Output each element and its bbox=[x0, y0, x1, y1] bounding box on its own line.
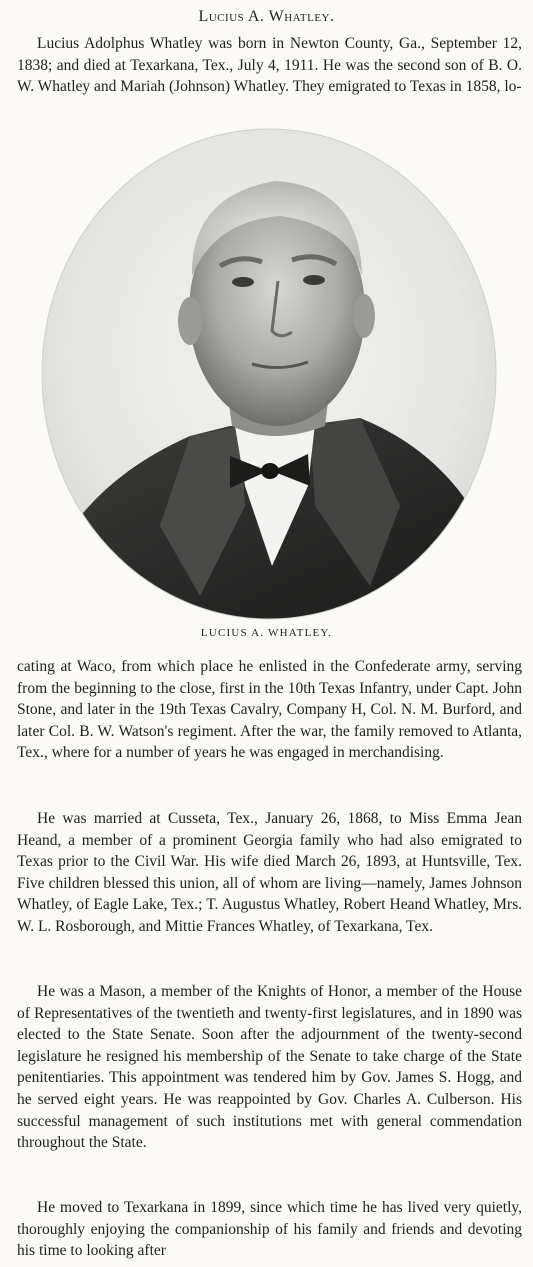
paragraph-3: He was married at Cusseta, Tex., January 26, 1868, to Miss Emma Jean Heand, a member of a prominent Georgia family who had also emigrated to Texas prior to the Civil War. His wife died March 26, 1893, at Huntsville, Tex. Five children blessed this union, all of whom are living—namely, James Johnson Whatley, of Eagle Lake, Tex.; T. Augustus Whatley, Robert Heand Whatley, Mrs. W. L. Rosborough, and Mittie Frances Whatley, of Texarkana, Tex. bbox=[17, 810, 522, 935]
paragraph-2: cating at Waco, from which place he enlisted in the Confederate army, serving from the beginning to the close, first in the 10th Texas Infantry, under Capt. John Stone, and later in the 19th Texas Cavalry, Company H, Col. N. M. Burford, and later Col. B. W. Watson's regiment. After the war, the family removed to Atlanta, Tex., where for a number of years he was engaged in merchandising. bbox=[17, 658, 522, 762]
intro-paragraph: Lucius Adolphus Whatley was born in Newton County, Ga., September 12, 1838; and died at Texarkana, Tex., July 4, 1911. He was the second son of B. O. W. Whatley and Mariah (Johnson) Whatley. They emigrated to Texas in 1858, lo- bbox=[17, 35, 522, 96]
portrait-photo bbox=[40, 126, 498, 622]
page-heading: Lucius A. Whatley. bbox=[198, 8, 335, 25]
paragraph-5: He moved to Texarkana in 1899, since which time he has lived very quietly, thoroughly enjoying the companionship of his family and friends and devoting his time to looking after bbox=[17, 1199, 522, 1260]
portrait-illustration bbox=[40, 126, 498, 622]
portrait-caption: LUCIUS A. WHATLEY. bbox=[200, 627, 333, 639]
paragraph-4: He was a Mason, a member of the Knights of Honor, a member of the House of Representatives of the twentieth and twenty-first legislatures, and in 1890 was elected to the State Senate. Soon after the adjournment of the twenty-second legislature he resigned his membership of the Senate to take charge of the State penitentiaries. This appointment was tendered him by Gov. James S. Hogg, and he served eight years. He was reappointed by Gov. Charles A. Culberson. His successful management of such institutions met with general commendation throughout the State. bbox=[17, 983, 522, 1152]
